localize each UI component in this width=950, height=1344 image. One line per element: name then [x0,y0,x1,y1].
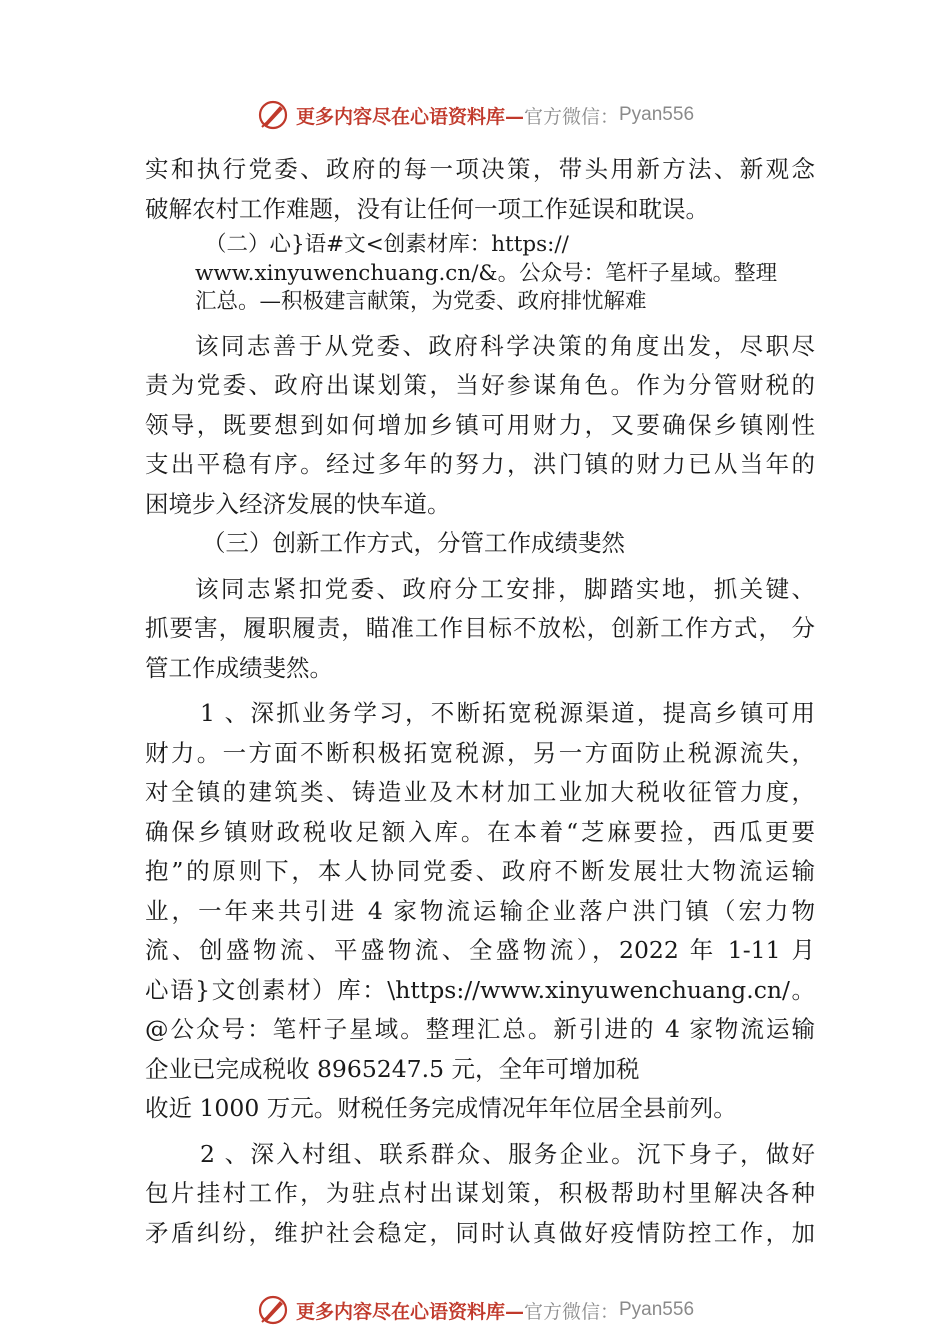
section-heading: 汇总。—积极建言献策，为党委、政府排忧解难 [195,289,647,314]
banner-official: 官方微信： [523,1300,619,1323]
text-line: 包片挂村工作，为驻点村出谋划策，积极帮助村里解决各种 [145,1179,815,1207]
section-heading: （三）创新工作方式，分管工作成绩斐然 [202,529,625,557]
text-line: 支出平稳有序。经过多年的努力，洪门镇的财力已从当年的 [145,450,815,478]
text-line: 确保乡镇财政税收足额入库。在本着“芝麻要捡，西瓜更要 [145,817,815,846]
header-banner [0,95,950,135]
text-line: 财力。一方面不断积极拓宽税源，另一方面防止税源流失， [145,738,815,767]
document-body [145,150,815,1253]
text-line: 领导，既要想到如何增加乡镇可用财力，又要确保乡镇刚性 [145,410,815,439]
text-line: 业，一年来共引进 4 家物流运输企业落户洪门镇（宏力物 [145,896,815,925]
banner-wechat-id: Pyan556 [619,104,695,125]
text-line: 该同志善于从党委、政府科学决策的角度出发，尽职尽 [195,331,815,360]
text-line: 破解农村工作难题，没有让任何一项工作延误和耽误。 [145,194,709,223]
text-line: 抓要害，履职履责，瞄准工作目标不放松，创新工作方式， 分 [145,614,815,642]
banner-wechat-id: Pyan556 [619,1299,695,1320]
text-line: 企业已完成税收 8965247.5 元，全年可增加税 [145,1054,640,1083]
text-line: 对全镇的建筑类、铸造业及木材加工业加大税收征管力度， [145,778,815,806]
banner-text: 更多内容尽在心语资料库— [295,105,524,128]
text-line: 1 、深抓业务学习，不断拓宽税源渠道，提高乡镇可用 [200,699,815,727]
text-line: 管工作成绩斐然。 [145,653,333,682]
brand-logo-icon [256,1293,290,1327]
section-heading: www.xinyuwenchuang.cn/&。公众号：笔杆子星域。整理 [195,260,778,286]
banner-official: 官方微信： [523,105,619,128]
text-line: 抱”的原则下，本人协同党委、政府不断发展壮大物流运输 [145,857,815,885]
text-line: @公众号：笔杆子星域。整理汇总。新引进的 4 家物流运输 [145,1015,815,1043]
text-line: 收近 1000 万元。财税任务完成情况年年位居全县前列。 [145,1094,737,1122]
section-heading: （二）心}语#文<创素材库：https:// [205,232,569,257]
footer-banner [0,1290,950,1330]
text-line: 困境步入经济发展的快车道。 [145,489,451,518]
text-line: 流、创盛物流、平盛物流、全盛物流），2022 年 1-11 月 [145,936,815,964]
text-line: 心语}文创素材）库：\https://www.xinyuwenchuang.cn/。 [145,975,815,1004]
brand-logo-icon [256,98,290,132]
text-line: 实和执行党委、政府的每一项决策，带头用新方法、新观念 [145,155,815,183]
text-line: 责为党委、政府出谋划策，当好参谋角色。作为分管财税的 [145,371,815,399]
text-line: 2 、深入村组、联系群众、服务企业。沉下身子，做好 [200,1139,815,1168]
banner-text: 更多内容尽在心语资料库— [295,1300,524,1323]
text-line: 该同志紧扣党委、政府分工安排，脚踏实地，抓关键、 [195,574,815,603]
text-line: 矛盾纠纷，维护社会稳定，同时认真做好疫情防控工作，加 [145,1218,815,1247]
